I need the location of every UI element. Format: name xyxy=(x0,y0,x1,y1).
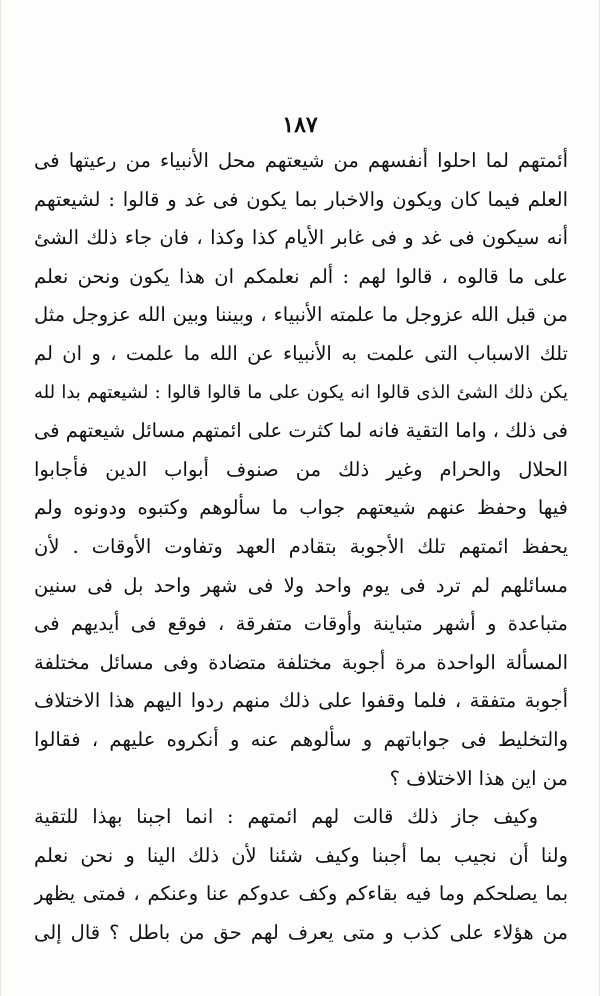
text-line: من قبل الله عزوجل ما علمته الأنبياء ، وبيننا وبين الله عزوجل مثل xyxy=(34,303,568,327)
page-number: ١٨٧ xyxy=(282,112,318,138)
text-line: والتخليط فى جواباتهم و سألوهم عنه و أنكروه عليهم ، فقالوا xyxy=(34,727,568,751)
text-line: المسألة الواحدة مرة أجوبة مختلفة متضادة وفى مسائل مختلفة xyxy=(34,650,568,674)
text-line: على ما قالوه ، قالوا لهم : ألم نعلمكم ان هذا يكون ونحن نعلم xyxy=(34,264,568,288)
paragraph-end-line: من اين هذا الاختلاف ؟ xyxy=(389,766,568,790)
text-line: أنه سيكون فى غد و فى غابر الأيام كذا وكذا ، فان جاء ذلك الشئ xyxy=(34,226,568,250)
text-line: تلك الاسباب التى علمت به الأنبياء عن الله ما علمت ، و ان لم xyxy=(34,341,568,365)
paragraph-start-line: وكيف جاز ذلك قالت لهم ائمتهم : انما اجبنا بهذا للتقية xyxy=(34,805,538,829)
text-line: فى ذلك ، واما التقية فانه لما كثرت على ائمتهم مسائل شيعتهم فى xyxy=(34,419,568,443)
text-line: من هؤلاء على كذب و متى يعرف لهم حق من باطل ؟ قال إلى xyxy=(34,920,568,944)
text-line: بما يصلحكم وما فيه بقاءكم وكف عدوكم عنا وعنكم ، فمتى يظهر xyxy=(34,882,568,906)
text-line: أجوبة متفقة ، فلما وقفوا على ذلك منهم ردوا اليهم هذا الاختلاف xyxy=(34,689,568,713)
text-line: العلم فيما كان ويكون والاخبار بما يكون فى غد و قالوا : لشيعتهم xyxy=(34,187,568,211)
text-line: متباعدة و أشهر متباينة وأوقات متفرقة ، فوقع فى أيديهم فى xyxy=(34,612,568,636)
text-line: يكن ذلك الشئ الذى قالوا انه يكون على ما قالوا قالوا : لشيعتهم بدا لله xyxy=(34,381,568,403)
page-edge-left xyxy=(0,0,1,996)
text-line: الحلال والحرام وغير ذلك من صنوف أبواب الدين فأجابوا xyxy=(34,457,568,481)
text-line: ولنا أن نجيب بما أجبنا وكيف شئنا لأن ذلك الينا و نحن نعلم xyxy=(34,843,568,867)
text-line: يحفظ ائمتهم تلك الأجوبة بتقادم العهد وتفاوت الأوقات . لأن xyxy=(34,534,568,558)
text-line: فيها وحفظ عنهم شيعتهم جواب ما سألوهم وكتبوه ودونوه ولم xyxy=(34,496,568,520)
text-line: أئمتهم لما احلوا أنفسهم من شيعتهم محل الأنبياء من رعيتها فى xyxy=(34,149,568,172)
text-line: مسائلهم لم ترد فى يوم واحد ولا فى شهر واحد بل فى سنين xyxy=(34,573,568,597)
body-text xyxy=(34,142,568,952)
